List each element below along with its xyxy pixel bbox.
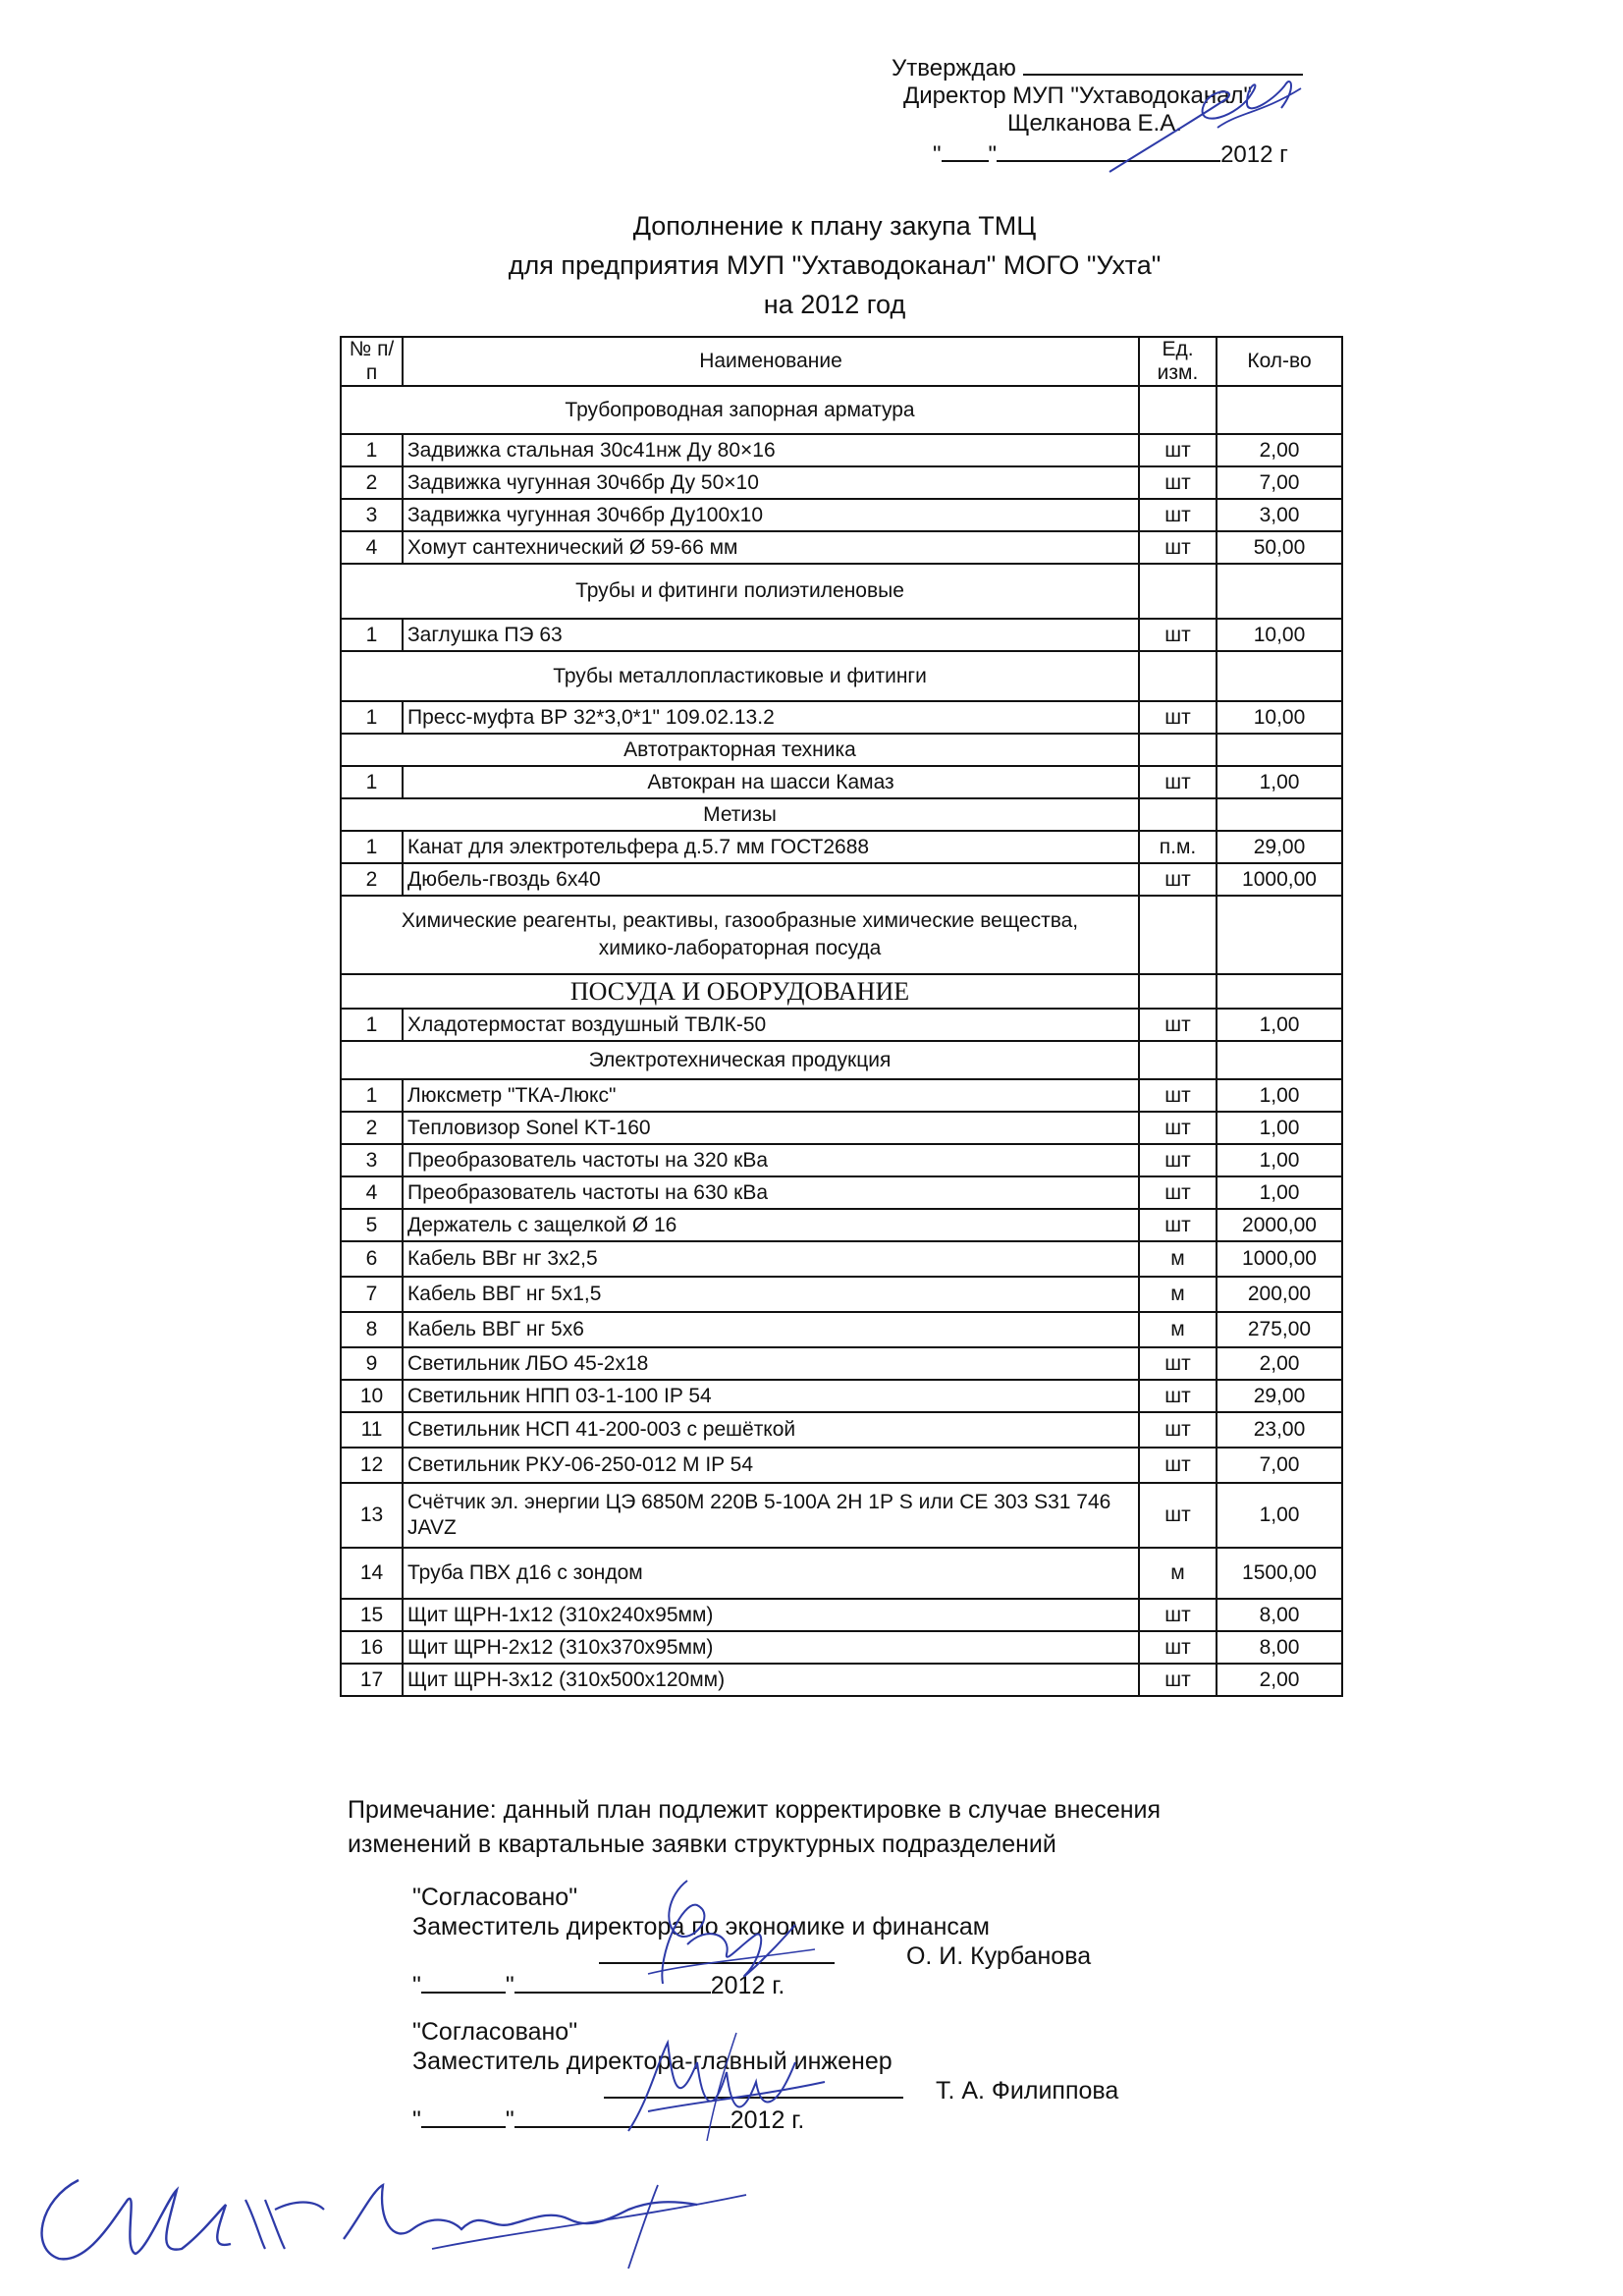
table-row bbox=[341, 1631, 1342, 1664]
section-title: Автотракторная техника bbox=[341, 734, 1139, 766]
item-qty: 29,00 bbox=[1217, 1380, 1342, 1412]
table-row bbox=[341, 701, 1342, 734]
approval-date: " " 2012 г bbox=[933, 141, 1288, 168]
section-qty-cell bbox=[1217, 386, 1342, 434]
section-row bbox=[341, 564, 1342, 619]
item-qty: 1000,00 bbox=[1217, 863, 1342, 896]
item-name: Светильник ЛБО 45-2х18 bbox=[403, 1347, 1139, 1380]
item-qty: 1,00 bbox=[1217, 766, 1342, 798]
item-unit: шт bbox=[1139, 1144, 1217, 1176]
section-qty-cell bbox=[1217, 651, 1342, 701]
row-number: 2 bbox=[341, 1112, 403, 1144]
item-name: Канат для электротельфера д.5.7 мм ГОСТ2688 bbox=[403, 831, 1139, 863]
table-row bbox=[341, 619, 1342, 651]
section-title: Трубы и фитинги полиэтиленовые bbox=[341, 564, 1139, 619]
table-row bbox=[341, 1144, 1342, 1176]
bottom-handwritten-signature bbox=[20, 2141, 766, 2288]
title-line-3: на 2012 год bbox=[763, 290, 906, 319]
item-unit: п.м. bbox=[1139, 831, 1217, 863]
section-qty-cell bbox=[1217, 564, 1342, 619]
table-row bbox=[341, 1277, 1342, 1312]
item-name: Заглушка ПЭ 63 bbox=[403, 619, 1139, 651]
section-qty-cell bbox=[1217, 896, 1342, 974]
row-number: 1 bbox=[341, 766, 403, 798]
table-row bbox=[341, 434, 1342, 466]
table-row bbox=[341, 766, 1342, 798]
row-number: 15 bbox=[341, 1599, 403, 1631]
table-row bbox=[341, 1009, 1342, 1041]
table-row bbox=[341, 1599, 1342, 1631]
row-number: 10 bbox=[341, 1380, 403, 1412]
item-unit: шт bbox=[1139, 1347, 1217, 1380]
row-number: 4 bbox=[341, 1176, 403, 1209]
section-row bbox=[341, 386, 1342, 434]
agreement-2-position: Заместитель директора-главный инженер bbox=[412, 2048, 893, 2075]
item-unit: шт bbox=[1139, 1599, 1217, 1631]
approval-director: Директор МУП "Ухтаводоканал" bbox=[903, 82, 1253, 109]
row-number: 17 bbox=[341, 1664, 403, 1696]
item-name: Дюбель-гвоздь 6х40 bbox=[403, 863, 1139, 896]
agreement-2-person: Т. А. Филиппова bbox=[935, 2077, 1119, 2105]
item-unit: м bbox=[1139, 1241, 1217, 1277]
title-line-1: Дополнение к плану закупа ТМЦ bbox=[632, 211, 1037, 241]
header-name: Наименование bbox=[403, 337, 1139, 386]
table-row bbox=[341, 1112, 1342, 1144]
section-title: Трубы металлопластиковые и фитинги bbox=[341, 651, 1139, 701]
item-name: Преобразователь частоты на 320 кВа bbox=[403, 1144, 1139, 1176]
item-unit: шт bbox=[1139, 619, 1217, 651]
item-qty: 2000,00 bbox=[1217, 1209, 1342, 1241]
item-unit: м bbox=[1139, 1548, 1217, 1599]
table-row bbox=[341, 1347, 1342, 1380]
table-row bbox=[341, 1548, 1342, 1599]
table-row bbox=[341, 1079, 1342, 1112]
item-unit: шт bbox=[1139, 766, 1217, 798]
item-name: Держатель с защелкой Ø 16 bbox=[403, 1209, 1139, 1241]
item-qty: 1500,00 bbox=[1217, 1548, 1342, 1599]
item-unit: шт bbox=[1139, 1209, 1217, 1241]
row-number: 2 bbox=[341, 863, 403, 896]
approval-line-1 bbox=[892, 55, 1303, 82]
section-unit-cell bbox=[1139, 734, 1217, 766]
item-name: Щит ЩРН-1х12 (310х240х95мм) bbox=[403, 1599, 1139, 1631]
agreement-1 bbox=[412, 1883, 1091, 2000]
section-unit-cell bbox=[1139, 798, 1217, 831]
item-unit: шт bbox=[1139, 1448, 1217, 1483]
item-name: Хомут сантехнический Ø 59-66 мм bbox=[403, 531, 1139, 564]
row-number: 3 bbox=[341, 1144, 403, 1176]
item-qty: 8,00 bbox=[1217, 1631, 1342, 1664]
item-name: Счётчик эл. энергии ЦЭ 6850М 220В 5-100А 2Н 1Р S или CE 303 S31 746 JAVZ bbox=[403, 1483, 1139, 1548]
section-qty-cell bbox=[1217, 1041, 1342, 1079]
section-row bbox=[341, 651, 1342, 701]
item-qty: 10,00 bbox=[1217, 701, 1342, 734]
section-row bbox=[341, 734, 1342, 766]
item-qty: 29,00 bbox=[1217, 831, 1342, 863]
agreement-1-sign-row bbox=[599, 1941, 1091, 1971]
item-unit: шт bbox=[1139, 701, 1217, 734]
item-name: Светильник РКУ-06-250-012 М IP 54 bbox=[403, 1448, 1139, 1483]
item-qty: 7,00 bbox=[1217, 466, 1342, 499]
item-unit: шт bbox=[1139, 466, 1217, 499]
approval-signature-line bbox=[1023, 74, 1303, 76]
item-qty: 3,00 bbox=[1217, 499, 1342, 531]
row-number: 1 bbox=[341, 1079, 403, 1112]
item-qty: 23,00 bbox=[1217, 1412, 1342, 1448]
table-row bbox=[341, 499, 1342, 531]
table-row bbox=[341, 466, 1342, 499]
section-qty-cell bbox=[1217, 974, 1342, 1009]
item-unit: шт bbox=[1139, 1664, 1217, 1696]
header-qty: Кол-во bbox=[1217, 337, 1342, 386]
item-qty: 200,00 bbox=[1217, 1277, 1342, 1312]
item-unit: м bbox=[1139, 1312, 1217, 1347]
section-qty-cell bbox=[1217, 798, 1342, 831]
item-unit: шт bbox=[1139, 1079, 1217, 1112]
item-name: Люксметр "ТКА-Люкс" bbox=[403, 1079, 1139, 1112]
item-qty: 1000,00 bbox=[1217, 1241, 1342, 1277]
table-row bbox=[341, 831, 1342, 863]
row-number: 14 bbox=[341, 1548, 403, 1599]
agreement-1-date: " " 2012 г. bbox=[412, 1972, 785, 1999]
row-number: 1 bbox=[341, 434, 403, 466]
agreement-1-label: "Согласовано" bbox=[412, 1884, 578, 1911]
item-name: Щит ЩРН-3х12 (310х500х120мм) bbox=[403, 1664, 1139, 1696]
item-qty: 1,00 bbox=[1217, 1009, 1342, 1041]
item-name: Щит ЩРН-2х12 (310х370х95мм) bbox=[403, 1631, 1139, 1664]
item-qty: 8,00 bbox=[1217, 1599, 1342, 1631]
item-name: Задвижка чугунная 30ч6бр Ду 50×10 bbox=[403, 466, 1139, 499]
item-name: Тепловизор Sonel KT-160 bbox=[403, 1112, 1139, 1144]
item-name: Кабель ВВг нг 3х2,5 bbox=[403, 1241, 1139, 1277]
section-title: ПОСУДА И ОБОРУДОВАНИЕ bbox=[341, 974, 1139, 1009]
item-unit: шт bbox=[1139, 1483, 1217, 1548]
item-name: Пресс-муфта ВР 32*3,0*1" 109.02.13.2 bbox=[403, 701, 1139, 734]
item-unit: шт bbox=[1139, 1176, 1217, 1209]
item-name: Задвижка чугунная 30ч6бр Ду100х10 bbox=[403, 499, 1139, 531]
item-unit: шт bbox=[1139, 531, 1217, 564]
table-row bbox=[341, 1380, 1342, 1412]
row-number: 9 bbox=[341, 1347, 403, 1380]
item-name: Кабель ВВГ нг 5х1,5 bbox=[403, 1277, 1139, 1312]
item-name: Светильник НПП 03-1-100 IP 54 bbox=[403, 1380, 1139, 1412]
item-name: Задвижка стальная 30с41нж Ду 80×16 bbox=[403, 434, 1139, 466]
approval-label: Утверждаю bbox=[892, 55, 1016, 82]
row-number: 2 bbox=[341, 466, 403, 499]
item-qty: 1,00 bbox=[1217, 1079, 1342, 1112]
table-row bbox=[341, 1664, 1342, 1696]
note-line-1: Примечание: данный план подлежит корректировке в случае внесения bbox=[348, 1796, 1162, 1824]
agreement-1-person: О. И. Курбанова bbox=[905, 1942, 1092, 1970]
section-row bbox=[341, 1041, 1342, 1079]
item-unit: шт bbox=[1139, 1380, 1217, 1412]
table-row bbox=[341, 1312, 1342, 1347]
section-unit-cell bbox=[1139, 1041, 1217, 1079]
item-qty: 1,00 bbox=[1217, 1483, 1342, 1548]
title-line-2: для предприятия МУП "Ухтаводоканал" МОГО "Ухта" bbox=[508, 250, 1162, 280]
item-qty: 1,00 bbox=[1217, 1176, 1342, 1209]
row-number: 4 bbox=[341, 531, 403, 564]
note bbox=[348, 1793, 1161, 1862]
item-unit: шт bbox=[1139, 499, 1217, 531]
item-qty: 1,00 bbox=[1217, 1144, 1342, 1176]
agreement-2 bbox=[412, 2017, 1118, 2135]
table-row bbox=[341, 1483, 1342, 1548]
section-qty-cell bbox=[1217, 734, 1342, 766]
item-unit: шт bbox=[1139, 1631, 1217, 1664]
table-row bbox=[341, 1241, 1342, 1277]
approval-block bbox=[892, 55, 1303, 169]
document-title bbox=[344, 206, 1325, 324]
item-unit: шт bbox=[1139, 434, 1217, 466]
agreement-2-label: "Согласовано" bbox=[412, 2018, 578, 2046]
section-row bbox=[341, 974, 1342, 1009]
table-row bbox=[341, 863, 1342, 896]
agreement-2-date: " " 2012 г. bbox=[412, 2106, 805, 2134]
section-row bbox=[341, 798, 1342, 831]
item-unit: шт bbox=[1139, 1112, 1217, 1144]
table-row bbox=[341, 1176, 1342, 1209]
item-qty: 2,00 bbox=[1217, 434, 1342, 466]
header-unit: Ед. изм. bbox=[1139, 337, 1217, 386]
item-qty: 10,00 bbox=[1217, 619, 1342, 651]
row-number: 6 bbox=[341, 1241, 403, 1277]
section-title: Трубопроводная запорная арматура bbox=[341, 386, 1139, 434]
table-row bbox=[341, 1412, 1342, 1448]
section-unit-cell bbox=[1139, 974, 1217, 1009]
item-name: Труба ПВХ д16 с зондом bbox=[403, 1548, 1139, 1599]
section-title: Электротехническая продукция bbox=[341, 1041, 1139, 1079]
section-unit-cell bbox=[1139, 896, 1217, 974]
row-number: 7 bbox=[341, 1277, 403, 1312]
section-row bbox=[341, 896, 1342, 974]
item-unit: шт bbox=[1139, 1009, 1217, 1041]
item-name: Преобразователь частоты на 630 кВа bbox=[403, 1176, 1139, 1209]
section-unit-cell bbox=[1139, 564, 1217, 619]
procurement-table bbox=[340, 336, 1343, 1697]
item-name: Кабель ВВГ нг 5х6 bbox=[403, 1312, 1139, 1347]
item-unit: шт bbox=[1139, 1412, 1217, 1448]
item-unit: шт bbox=[1139, 863, 1217, 896]
item-qty: 275,00 bbox=[1217, 1312, 1342, 1347]
row-number: 1 bbox=[341, 831, 403, 863]
agreement-2-sign-row bbox=[604, 2076, 1118, 2105]
item-qty: 7,00 bbox=[1217, 1448, 1342, 1483]
table-row bbox=[341, 1209, 1342, 1241]
item-qty: 1,00 bbox=[1217, 1112, 1342, 1144]
agreement-1-position: Заместитель директора по экономике и финансам bbox=[412, 1913, 990, 1941]
table-row bbox=[341, 531, 1342, 564]
row-number: 1 bbox=[341, 1009, 403, 1041]
section-unit-cell bbox=[1139, 386, 1217, 434]
item-qty: 2,00 bbox=[1217, 1664, 1342, 1696]
table-header-row bbox=[341, 337, 1342, 386]
section-title: Химические реагенты, реактивы, газообразные химические вещества, химико-лабораторная посуда bbox=[341, 896, 1139, 974]
row-number: 5 bbox=[341, 1209, 403, 1241]
note-line-2: изменений в квартальные заявки структурных подразделений bbox=[348, 1831, 1056, 1858]
section-title: Метизы bbox=[341, 798, 1139, 831]
item-name: Хладотермостат воздушный ТВЛК-50 bbox=[403, 1009, 1139, 1041]
item-name: Автокран на шасси Камаз bbox=[403, 766, 1139, 798]
approval-name: Щелканова Е.А. bbox=[1007, 110, 1182, 137]
row-number: 11 bbox=[341, 1412, 403, 1448]
row-number: 16 bbox=[341, 1631, 403, 1664]
row-number: 8 bbox=[341, 1312, 403, 1347]
item-qty: 50,00 bbox=[1217, 531, 1342, 564]
item-qty: 2,00 bbox=[1217, 1347, 1342, 1380]
row-number: 12 bbox=[341, 1448, 403, 1483]
header-num: № п/п bbox=[341, 337, 403, 386]
row-number: 1 bbox=[341, 619, 403, 651]
row-number: 3 bbox=[341, 499, 403, 531]
item-unit: м bbox=[1139, 1277, 1217, 1312]
table-row bbox=[341, 1448, 1342, 1483]
row-number: 1 bbox=[341, 701, 403, 734]
item-name: Светильник НСП 41-200-003 с решёткой bbox=[403, 1412, 1139, 1448]
section-unit-cell bbox=[1139, 651, 1217, 701]
row-number: 13 bbox=[341, 1483, 403, 1548]
